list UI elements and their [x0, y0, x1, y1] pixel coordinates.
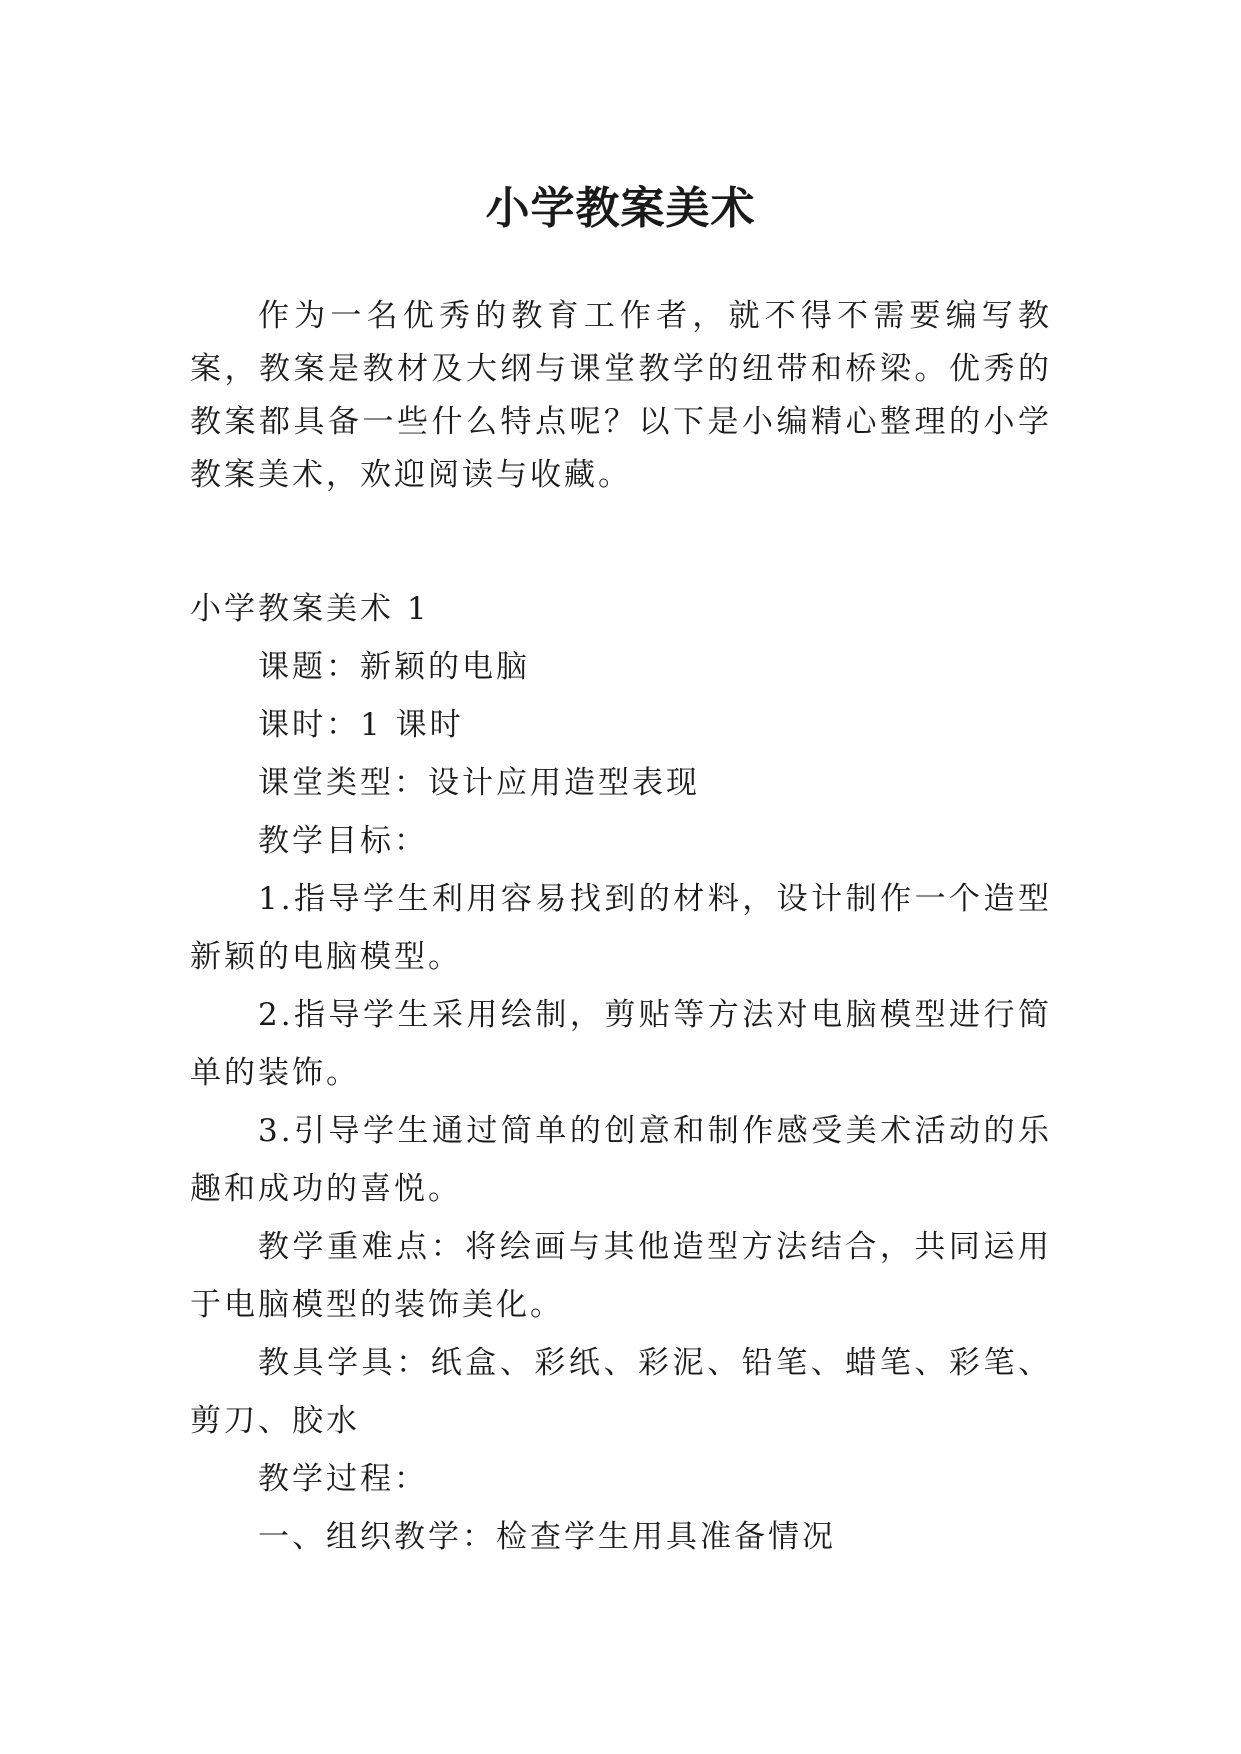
paragraph-goal-1: 1.指导学生利用容易找到的材料，设计制作一个造型新颖的电脑模型。 — [190, 881, 1052, 975]
document-title: 小学教案美术 — [485, 183, 756, 235]
section-heading: 小学教案美术 1 — [190, 591, 430, 627]
paragraph-materials: 教具学具：纸盒、彩纸、彩泥、铅笔、蜡笔、彩笔、剪刀、胶水 — [190, 1345, 1052, 1439]
paragraph-key-points: 教学重难点：将绘画与其他造型方法结合，共同运用于电脑模型的装饰美化。 — [190, 1229, 1052, 1323]
paragraph-duration: 课时：1 课时 — [258, 707, 464, 743]
paragraph-step-1: 一、组织教学：检查学生用具准备情况 — [258, 1519, 836, 1555]
paragraph-goals-heading: 教学目标： — [258, 823, 428, 859]
paragraph-process-heading: 教学过程： — [258, 1461, 428, 1497]
paragraph-topic: 课题：新颖的电脑 — [258, 649, 530, 685]
lesson-plan-content — [190, 580, 1052, 1566]
intro-paragraph: 作为一名优秀的教育工作者，就不得不需要编写教案，教案是教材及大纲与课堂教学的纽带和桥梁。优秀的教案都具备一些什么特点呢？以下是小编精心整理的小学教案美术，欢迎阅读与收藏。 — [190, 298, 1052, 493]
paragraph-class-type: 课堂类型：设计应用造型表现 — [258, 765, 700, 801]
intro-block — [190, 290, 1052, 502]
paragraph-goal-2: 2.指导学生采用绘制，剪贴等方法对电脑模型进行简单的装饰。 — [190, 997, 1052, 1091]
paragraph-goal-3: 3.引导学生通过简单的创意和制作感受美术活动的乐趣和成功的喜悦。 — [190, 1113, 1052, 1207]
